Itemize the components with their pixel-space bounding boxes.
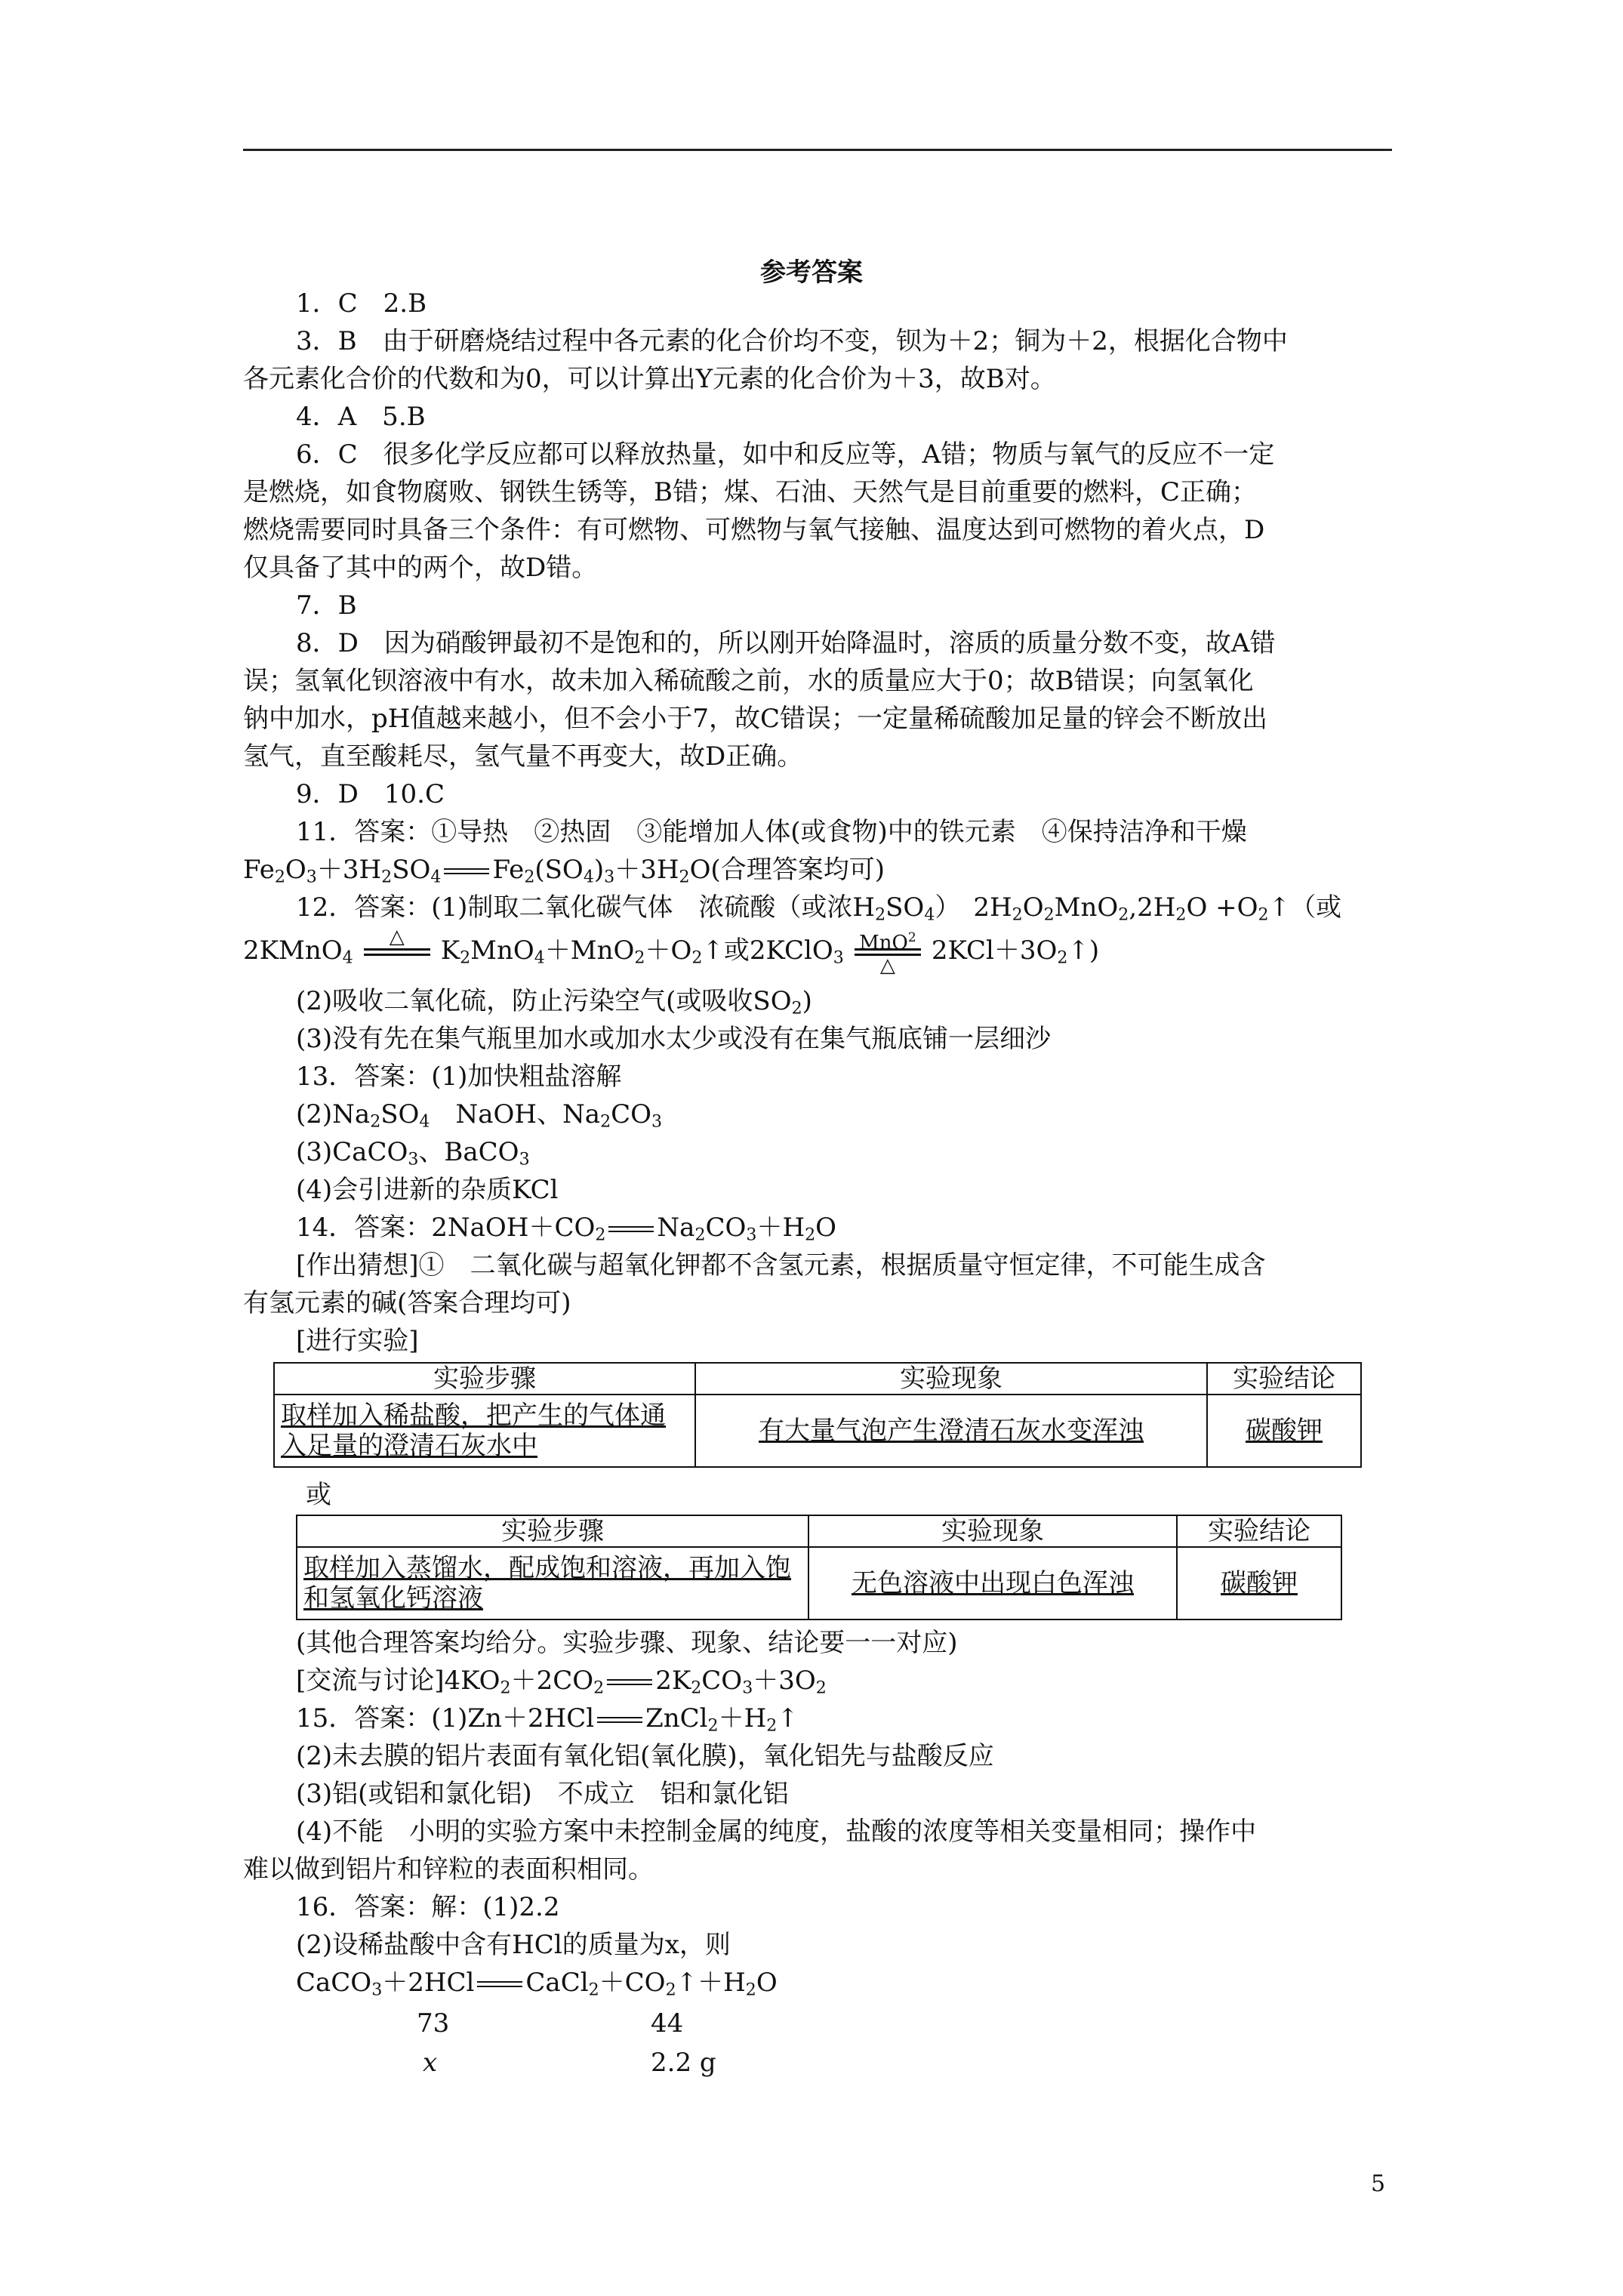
answer-line: 是燃烧，如食物腐败、钢铁生锈等，B错；煤、石油、天然气是目前重要的燃料，C正确； bbox=[243, 477, 1257, 507]
page-title: 参考答案 bbox=[760, 257, 863, 288]
answer-line: 1．C 2.B bbox=[296, 288, 427, 319]
experiment-table-1 bbox=[273, 1362, 1362, 1468]
table-cell: 碳酸钾 bbox=[1177, 1547, 1341, 1620]
equation-line: CaCO$_3$＋2HCl $CaCl_2+CO_2↑+H_2O$ bbox=[296, 1968, 778, 2000]
answer-line: 仅具备了其中的两个，故D错。 bbox=[243, 553, 598, 583]
equation-line: $Fe_2O_3+3H_2SO_4$ $Fe_2(SO_4)_3+3H_2O$(合理答案均可) bbox=[243, 855, 885, 887]
table-cell: 取样加入蒸馏水，配成饱和溶液，再加入饱和氢氧化钙溶液 bbox=[297, 1547, 808, 1620]
ratio-value: x bbox=[423, 2048, 438, 2078]
table-header: 实验步骤 bbox=[274, 1363, 695, 1395]
answer-line: 11．答案：①导热 ②热固 ③能增加人体(或食物)中的铁元素 ④保持洁净和干燥 bbox=[296, 817, 1247, 847]
table-cell: 有大量气泡产生澄清石灰水变浑浊 bbox=[695, 1395, 1207, 1467]
answer-line: $(2)Na_2SO_4$ NaOH、$Na_2CO_3$ bbox=[296, 1099, 663, 1132]
answer-line: 有氢元素的碱(答案合理均可) bbox=[243, 1288, 571, 1318]
answer-line: (3)铝(或铝和氯化铝) 不成立 铝和氯化铝 bbox=[296, 1779, 789, 1809]
answer-line: 16．答案：解：(1)2.2 bbox=[296, 1892, 560, 1922]
answer-line: (其他合理答案均给分。实验步骤、现象、结论要一一对应) bbox=[296, 1628, 958, 1658]
answer-line: 8．D 因为硝酸钾最初不是饱和的，所以刚开始降温时，溶质的质量分数不变，故A错 bbox=[296, 628, 1276, 658]
answer-line: 7．B bbox=[296, 590, 357, 621]
table-cell: 取样加入稀盐酸，把产生的气体通入足量的澄清石灰水中 bbox=[274, 1395, 695, 1467]
answer-line: [进行实验] bbox=[296, 1326, 419, 1356]
answer-line: (3)没有先在集气瓶里加水或加水太少或没有在集气瓶底铺一层细沙 bbox=[296, 1024, 1052, 1054]
answer-line: 燃烧需要同时具备三个条件：有可燃物、可燃物与氧气接触、温度达到可燃物的着火点，D bbox=[243, 515, 1265, 545]
answer-line: 3．B 由于研磨烧结过程中各元素的化合价均不变，钡为＋2；铜为＋2，根据化合物中 bbox=[296, 326, 1288, 356]
answer-line: 13．答案：(1)加快粗盐溶解 bbox=[296, 1062, 622, 1092]
answer-line: (2)未去膜的铝片表面有氧化铝(氧化膜)，氧化铝先与盐酸反应 bbox=[296, 1741, 994, 1771]
ratio-value: 44 bbox=[651, 2008, 684, 2039]
answer-line: 4．A 5.B bbox=[296, 402, 426, 432]
equation-line: 2KMnO$_4$ △ $K_2MnO_4+MnO_2+O_2↑$或2KClO$_3$ MnO$^2$ △ $2KCl+3O_2↑$) bbox=[243, 926, 1100, 977]
table-header: 实验步骤 bbox=[297, 1515, 808, 1547]
page-number: 5 bbox=[1371, 2171, 1386, 2197]
experiment-table-2 bbox=[296, 1515, 1342, 1620]
answer-line: 各元素化合价的代数和为0，可以计算出Y元素的化合价为＋3，故B对。 bbox=[243, 364, 1056, 394]
table-header: 实验结论 bbox=[1177, 1515, 1341, 1547]
answer-line: 误；氢氧化钡溶液中有水，故未加入稀硫酸之前，水的质量应大于0；故B错误；向氢氧化 bbox=[243, 666, 1254, 696]
answer-line: 钠中加水，pH值越来越小，但不会小于7，故C错误；一定量稀硫酸加足量的锌会不断放出 bbox=[243, 704, 1268, 734]
or-label: 或 bbox=[306, 1480, 331, 1510]
table-header: 实验现象 bbox=[808, 1515, 1177, 1547]
answer-line: [交流与讨论]$4KO_2+2CO_2$ $2K_2CO_3+3O_2$ bbox=[296, 1666, 827, 1698]
answer-line: 12．答案：(1)制取二氧化碳气体 浓硫酸（或浓$H_2SO_4$） $2H_2O_2MnO_2,2H_2O$ $+O_2↑$（或 bbox=[296, 892, 1342, 925]
answer-line: (3)CaCO$_3$、BaCO$_3$ bbox=[296, 1137, 530, 1170]
answer-line: 6．C 很多化学反应都可以释放热量，如中和反应等，A错；物质与氧气的反应不一定 bbox=[296, 439, 1275, 470]
table-header: 实验现象 bbox=[695, 1363, 1207, 1395]
answer-line: 9．D 10.C bbox=[296, 779, 445, 809]
table-header: 实验结论 bbox=[1207, 1363, 1361, 1395]
answer-line: 15．答案：(1)Zn＋2HCl $ZnCl_2+H_2↑$ bbox=[296, 1703, 799, 1736]
answer-line: (4)会引进新的杂质KCl bbox=[296, 1175, 559, 1205]
header-rule bbox=[243, 149, 1392, 151]
answer-line: (2)设稀盐酸中含有HCl的质量为x，则 bbox=[296, 1930, 731, 1960]
answer-line: 难以做到铝片和锌粒的表面积相同。 bbox=[243, 1854, 654, 1885]
answer-line: [作出猜想]① 二氧化碳与超氧化钾都不含氢元素，根据质量守恒定律，不可能生成含 bbox=[296, 1250, 1266, 1281]
table-cell: 碳酸钾 bbox=[1207, 1395, 1361, 1467]
answer-line: 氢气，直至酸耗尽，氢气量不再变大，故D正确。 bbox=[243, 741, 803, 772]
ratio-value: 2.2 g bbox=[651, 2048, 716, 2078]
table-cell: 无色溶液中出现白色浑浊 bbox=[808, 1547, 1177, 1620]
answer-line: (2)吸收二氧化硫，防止污染空气(或吸收$SO_2$) bbox=[296, 986, 812, 1019]
answer-line: 14．答案：$2NaOH+CO_2$ $Na_2CO_3+H_2O$ bbox=[296, 1213, 837, 1245]
answer-line: (4)不能 小明的实验方案中未控制金属的纯度，盐酸的浓度等相关变量相同；操作中 bbox=[296, 1817, 1257, 1847]
ratio-value: 73 bbox=[417, 2008, 450, 2039]
